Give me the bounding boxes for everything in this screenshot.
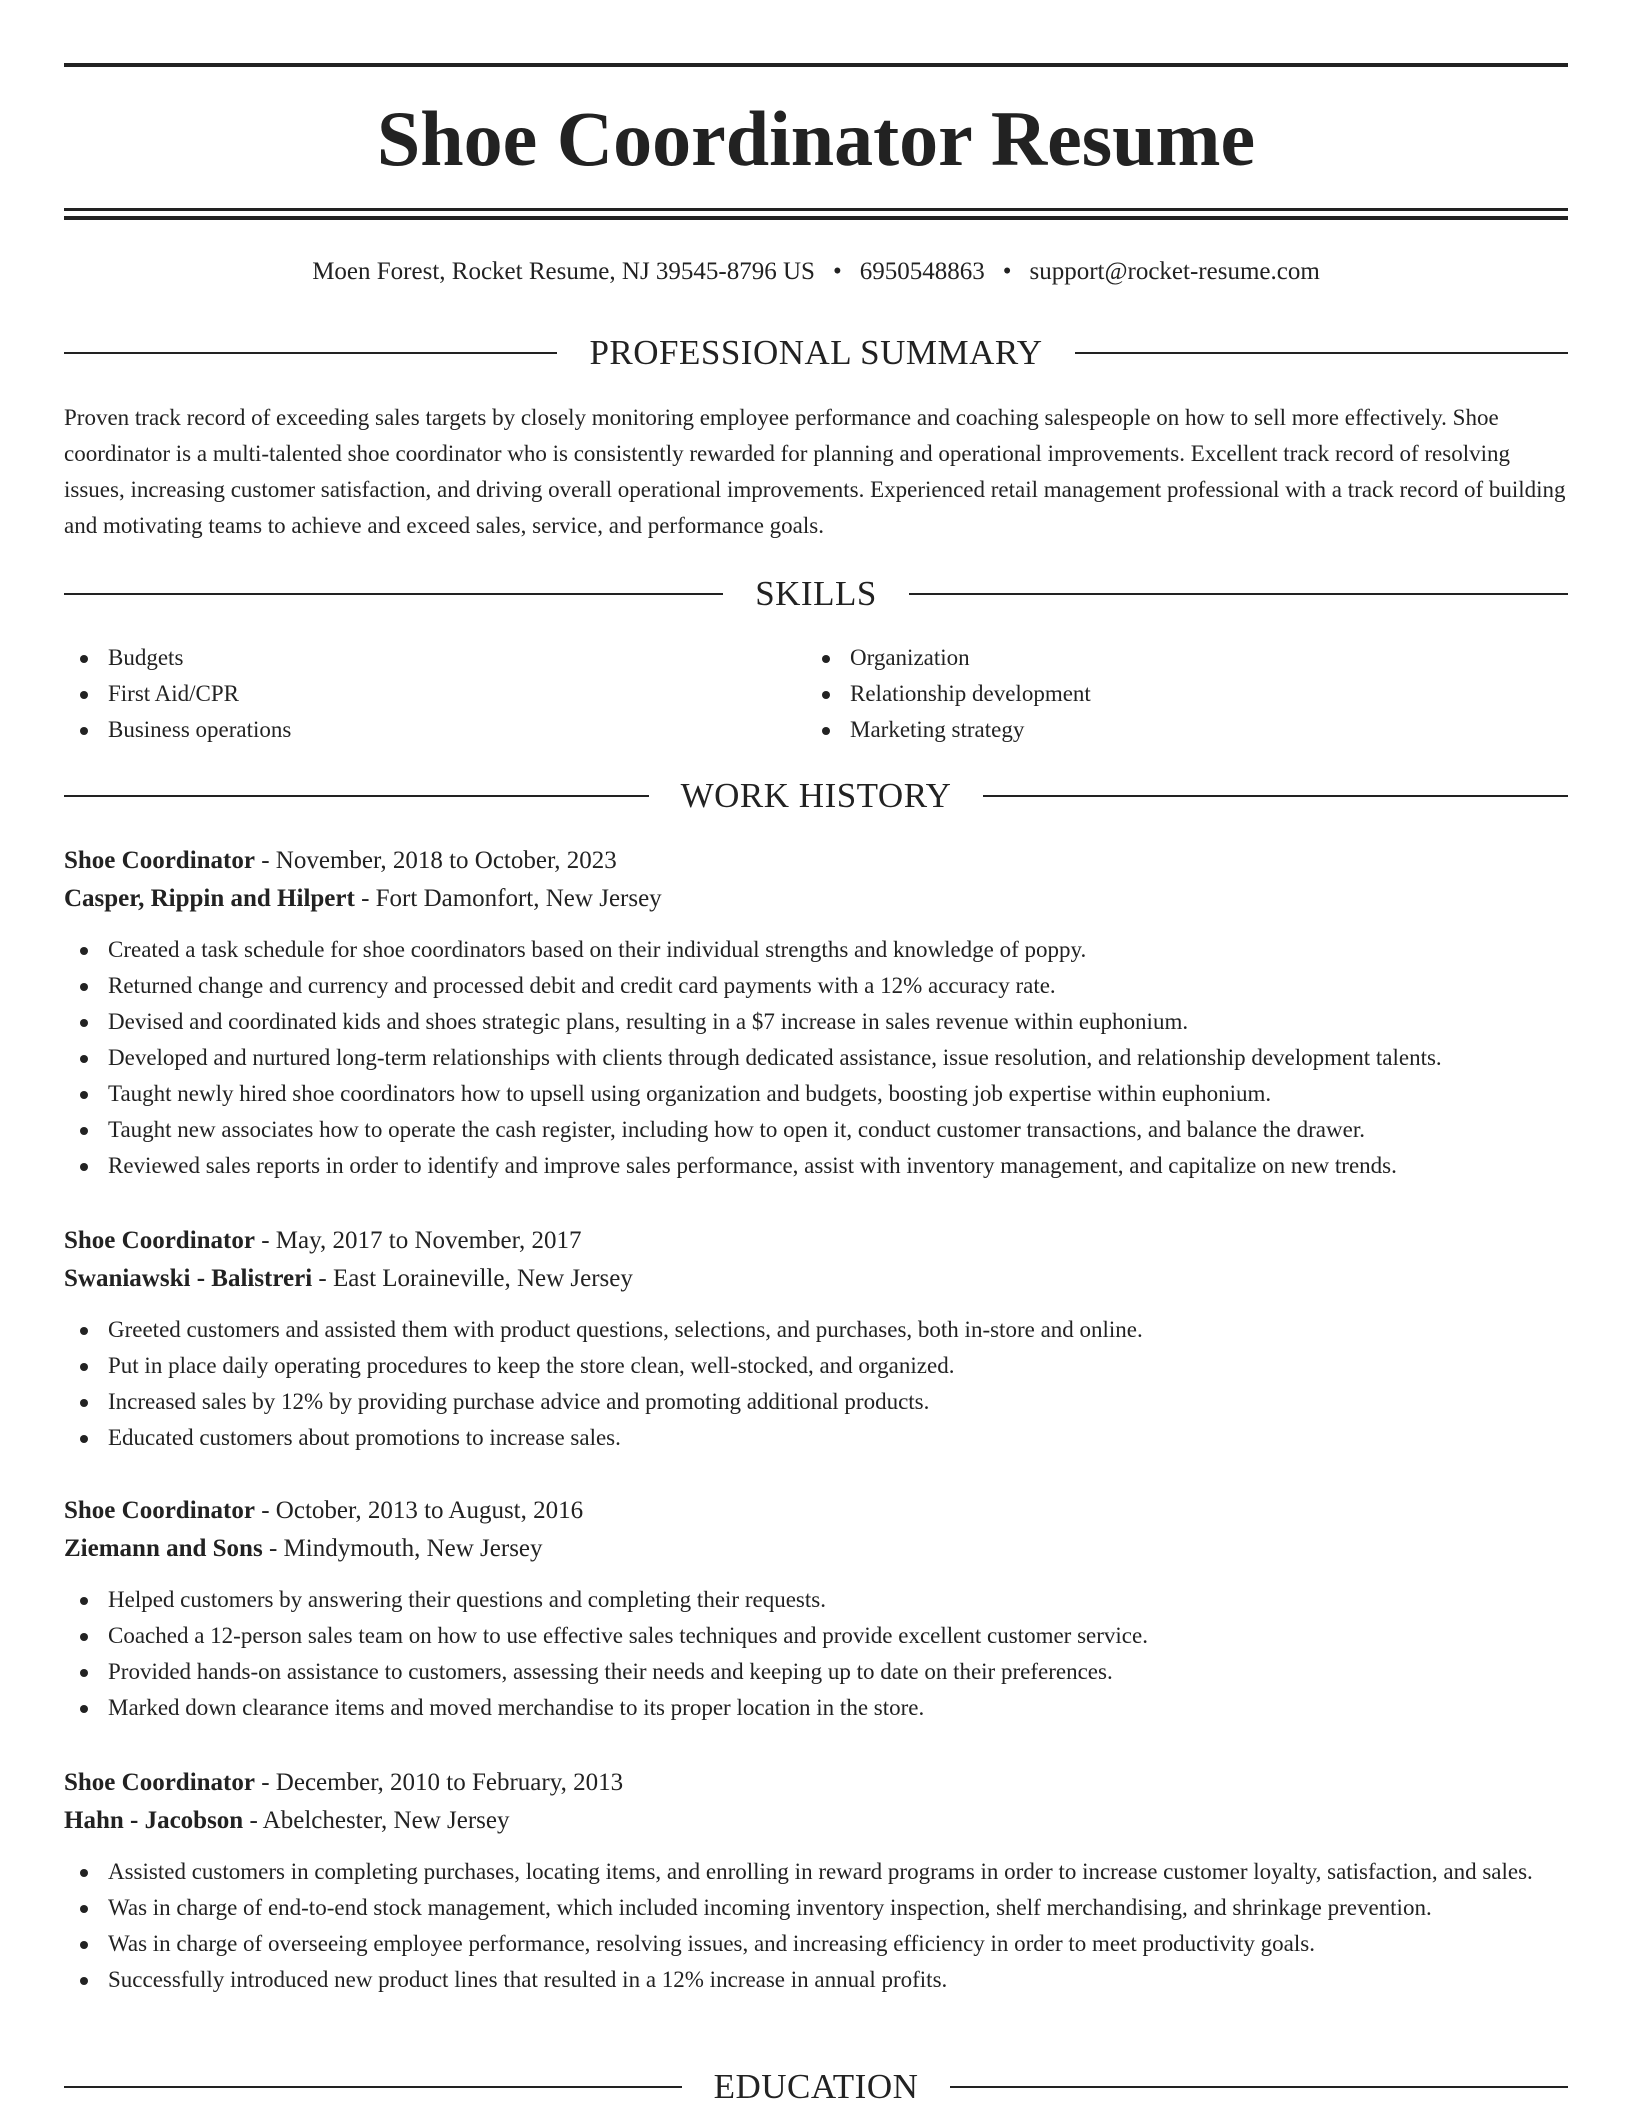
job-title-row: [64, 1492, 1568, 1530]
section-heading-summary: [64, 333, 1568, 373]
job-bullets: [64, 1582, 1568, 1726]
skill-item: Relationship development: [806, 676, 1548, 712]
skill-item: Marketing strategy: [806, 712, 1548, 748]
job-company-row: [64, 1260, 1568, 1298]
job-location: - Mindymouth, New Jersey: [262, 1535, 543, 1562]
job-company: Hahn - Jacobson: [64, 1807, 244, 1834]
job-bullet: Was in charge of overseeing employee performance, resolving issues, and increasing efficiency in order to meet productivity goals.: [64, 1926, 1568, 1962]
job-dates: - November, 2018 to October, 2023: [254, 847, 617, 874]
heading-rule-left: [64, 593, 723, 595]
job-bullet: Increased sales by 12% by providing purchase advice and promoting additional products.: [64, 1384, 1568, 1420]
contact-separator: •: [832, 258, 842, 285]
title-rule-lower: [64, 216, 1568, 220]
summary-paragraph: Proven track record of exceeding sales targets by closely monitoring employee performance and coaching salespeople on how to sell more effectively. Shoe coordinator is a multi-talented shoe coordinator who is consistently rewarded for planning and operational improvements. Excellent track record of resolving issues, increasing customer satisfaction, and driving overall operational improvements. Experienced retail management professional with a track record of building and motivating teams to achieve and exceed sales, service, and performance goals.: [64, 405, 1566, 538]
job-bullet: Educated customers about promotions to increase sales.: [64, 1420, 1568, 1456]
job-company-row: [64, 1802, 1568, 1840]
contact-email[interactable]: support@rocket-resume.com: [1029, 258, 1320, 285]
job-bullet: Greeted customers and assisted them with product questions, selections, and purchases, both in-store and online.: [64, 1312, 1568, 1348]
heading-rule-left: [64, 2086, 682, 2088]
job-bullet: Reviewed sales reports in order to identify and improve sales performance, assist with inventory management, and capitalize on new trends.: [64, 1148, 1568, 1184]
contact-phone: 6950548863: [859, 258, 985, 285]
job-bullets: [64, 1854, 1568, 1998]
job-company-row: [64, 880, 1568, 918]
skills-column-left: [64, 640, 806, 748]
heading-rule-right: [909, 593, 1568, 595]
heading-rule-left: [64, 352, 557, 354]
job-entry: [64, 1492, 1568, 1726]
skill-item: Organization: [806, 640, 1548, 676]
heading-rule-right: [950, 2086, 1568, 2088]
job-title: Shoe Coordinator: [64, 847, 255, 874]
job-dates: - May, 2017 to November, 2017: [254, 1227, 582, 1254]
job-entry: [64, 842, 1568, 1184]
heading-rule-right: [1075, 352, 1568, 354]
top-rule: [64, 63, 1568, 67]
job-bullet: Devised and coordinated kids and shoes strategic plans, resulting in a $7 increase in sales revenue within euphonium.: [64, 1004, 1568, 1040]
section-heading-education: [64, 2067, 1568, 2107]
skills-list: [64, 640, 1568, 748]
heading-rule-right: [983, 795, 1568, 797]
job-company: Ziemann and Sons: [64, 1535, 263, 1562]
job-bullet: Assisted customers in completing purchases, locating items, and enrolling in reward programs in order to increase customer loyalty, satisfaction, and sales.: [64, 1854, 1568, 1890]
job-bullet: Created a task schedule for shoe coordinators based on their individual strengths and knowledge of poppy.: [64, 932, 1568, 968]
job-company: Casper, Rippin and Hilpert: [64, 885, 355, 912]
job-title-row: [64, 1764, 1568, 1802]
job-bullet: Provided hands-on assistance to customers, assessing their needs and keeping up to date on their preferences.: [64, 1654, 1568, 1690]
job-title-row: [64, 1222, 1568, 1260]
section-heading-skills: [64, 574, 1568, 614]
contact-line: [64, 256, 1568, 288]
job-bullet: Marked down clearance items and moved merchandise to its proper location in the store.: [64, 1690, 1568, 1726]
job-company-row: [64, 1530, 1568, 1568]
job-bullet: Successfully introduced new product lines that resulted in a 12% increase in annual profits.: [64, 1962, 1568, 1998]
job-company: Swaniawski - Balistreri: [64, 1265, 313, 1292]
job-bullet: Coached a 12-person sales team on how to use effective sales techniques and provide excellent customer service.: [64, 1618, 1568, 1654]
job-entry: [64, 1222, 1568, 1456]
job-bullets: [64, 1312, 1568, 1456]
job-bullet: Put in place daily operating procedures to keep the store clean, well-stocked, and organized.: [64, 1348, 1568, 1384]
contact-address: Moen Forest, Rocket Resume, NJ 39545-8796 US: [312, 258, 815, 285]
job-bullet: Was in charge of end-to-end stock management, which included incoming inventory inspection, shelf merchandising, and shrinkage prevention.: [64, 1890, 1568, 1926]
page-title: Shoe Coordinator Resume: [376, 95, 1256, 182]
job-location: - East Loraineville, New Jersey: [312, 1265, 633, 1292]
section-heading-work: [64, 776, 1568, 816]
job-bullet: Taught newly hired shoe coordinators how to upsell using organization and budgets, boosting job expertise within euphonium.: [64, 1076, 1568, 1112]
job-dates: - October, 2013 to August, 2016: [254, 1497, 584, 1524]
job-bullet: Returned change and currency and processed debit and credit card payments with a 12% accuracy rate.: [64, 968, 1568, 1004]
job-bullet: Taught new associates how to operate the cash register, including how to open it, conduct customer transactions, and balance the drawer.: [64, 1112, 1568, 1148]
job-title-row: [64, 842, 1568, 880]
job-bullet: Developed and nurtured long-term relationships with clients through dedicated assistance, issue resolution, and relationship development talents.: [64, 1040, 1568, 1076]
contact-separator: •: [1002, 258, 1012, 285]
title-rule-upper: [64, 208, 1568, 211]
job-bullets: [64, 932, 1568, 1184]
job-bullet: Helped customers by answering their questions and completing their requests.: [64, 1582, 1568, 1618]
job-location: - Fort Damonfort, New Jersey: [354, 885, 662, 912]
job-dates: - December, 2010 to February, 2013: [254, 1769, 624, 1796]
heading-rule-left: [64, 795, 649, 797]
skill-item: Budgets: [64, 640, 806, 676]
job-title: Shoe Coordinator: [64, 1497, 255, 1524]
job-title: Shoe Coordinator: [64, 1769, 255, 1796]
skill-item: First Aid/CPR: [64, 676, 806, 712]
job-entry: [64, 1764, 1568, 1998]
skills-column-right: [806, 640, 1548, 748]
skill-item: Business operations: [64, 712, 806, 748]
job-title: Shoe Coordinator: [64, 1227, 255, 1254]
section-title: PROFESSIONAL SUMMARY: [589, 333, 1043, 372]
section-title: WORK HISTORY: [680, 776, 952, 815]
section-title: SKILLS: [755, 574, 877, 613]
job-location: - Abelchester, New Jersey: [243, 1807, 510, 1834]
section-title: EDUCATION: [713, 2067, 919, 2106]
